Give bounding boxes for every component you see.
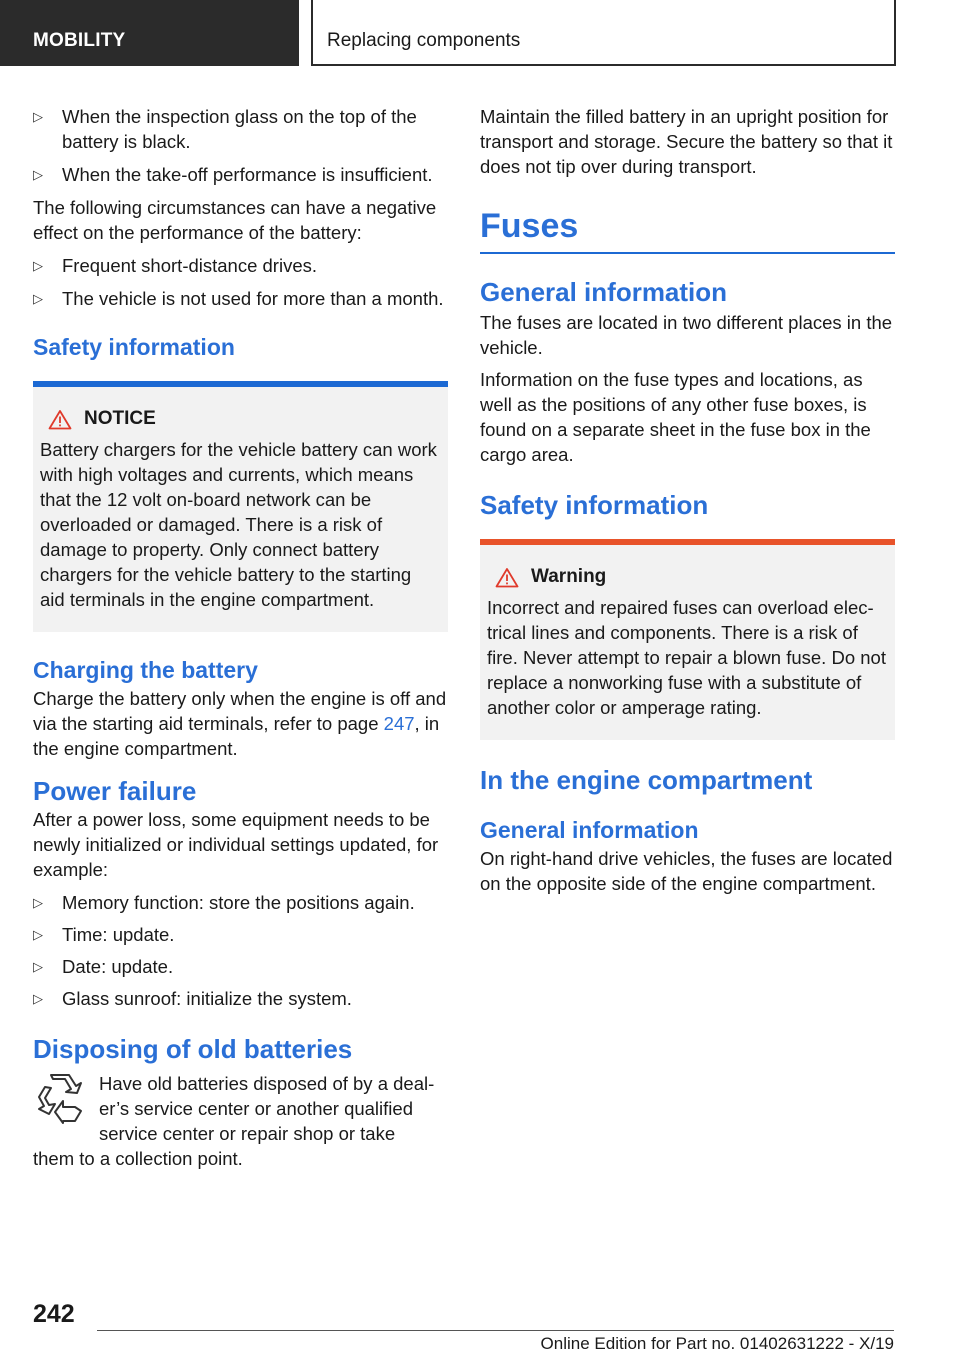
page-header: [0, 0, 960, 66]
warning-triangle-icon: [495, 567, 519, 588]
safety-heading: Safety information: [33, 334, 235, 360]
warning-triangle-icon: [48, 409, 72, 430]
charging-heading: Charging the battery: [33, 657, 258, 683]
warning-box: [480, 539, 895, 740]
warning-text: Incorrect and repaired fuses can overload electrical lines and components. There is a risk of fire. Never attempt to repair a blown fuse. Do not replace a nonworking fuse with a substitute of another color or amperage rating.: [487, 597, 886, 718]
list-item: ▷ Frequent short-distance drives.: [33, 255, 318, 276]
engine-general-text: On right-hand drive vehicles, the fuses are located on the opposite side of the engine compartment.: [480, 848, 893, 894]
general-info-text-2: Information on the fuse types and locations, as well as the positions of any other fuse boxes, is found on a separate sheet in the fuse box in the cargo area.: [480, 369, 871, 465]
chapter-title: Replacing components: [327, 30, 521, 51]
notice-box: [33, 381, 448, 632]
general-info-text-1: The fuses are located in two different places in the vehicle.: [480, 312, 893, 358]
recycle-icon: [33, 1073, 85, 1125]
chapter-tab: [311, 0, 896, 66]
disposing-block: [33, 1071, 448, 1171]
fuses-rule: [480, 252, 895, 254]
list-item: ▷ Time: update.: [33, 924, 175, 945]
list-item: ▷ Glass sunroof: initialize the system.: [33, 988, 352, 1009]
triangle-bullet-icon: ▷: [33, 109, 43, 124]
list-item: ▷ When the inspection glass on the top of the battery is black.: [33, 106, 417, 152]
triangle-bullet-icon: ▷: [33, 167, 43, 182]
triangle-bullet-icon: ▷: [33, 927, 43, 942]
list-item: ▷ The vehicle is not used for more than a month.: [33, 288, 444, 309]
power-failure-text: After a power loss, some equipment needs to be newly initialized or individual settings updated, for example:: [33, 809, 439, 880]
power-failure-heading: Power failure: [33, 776, 197, 806]
left-column: [33, 104, 448, 1171]
list-item: ▷ Memory function: store the positions again.: [33, 892, 415, 913]
disposing-heading: Disposing of old batteries: [33, 1034, 353, 1064]
disposing-text: Have old batteries disposed of by a dealer’s service center or another qualified service center or repair shop or take: [99, 1073, 435, 1144]
fuses-heading: Fuses: [480, 207, 579, 245]
disposing-text-end: them to a collection point.: [33, 1148, 243, 1169]
general-info-heading: General information: [480, 277, 728, 307]
notice-text: Battery chargers for the vehicle battery can work with high voltages and currents, which means that the 12 volt on-board network can be overloaded or damaged. There is a risk of damage to property. Only connect battery chargers for the vehicle battery to the starting aid terminals in the engine compartment.: [40, 439, 437, 610]
maintain-text: Maintain the filled battery in an upright position for transport and storage. Secure the battery so that it does not tip over during transport.: [480, 106, 893, 177]
triangle-bullet-icon: ▷: [33, 959, 43, 974]
triangle-bullet-icon: ▷: [33, 895, 43, 910]
list-item: ▷ Date: update.: [33, 956, 174, 977]
edition-note: Online Edition for Part no. 01402631222 - X/19: [540, 1334, 894, 1353]
charging-text: Charge the battery only when the engine is off and via the starting aid terminals, refer to page 247, in the engine compartment.: [33, 688, 447, 759]
page-number: 242: [33, 1300, 75, 1328]
engine-general-heading: General information: [480, 817, 699, 843]
triangle-bullet-icon: ▷: [33, 991, 43, 1006]
warning-title: Warning: [487, 565, 888, 589]
fuse-safety-heading: Safety information: [480, 490, 709, 520]
footer-divider: [97, 1330, 894, 1331]
triangle-bullet-icon: ▷: [33, 258, 43, 273]
page-link[interactable]: 247: [383, 713, 415, 734]
negative-effect-intro: The following circumstances can have a negative effect on the performance of the battery:: [33, 197, 437, 243]
triangle-bullet-icon: ▷: [33, 291, 43, 306]
notice-title: NOTICE: [40, 407, 441, 431]
section-tab: [0, 0, 299, 66]
list-item: ▷ When the take-off performance is insufficient.: [33, 164, 433, 185]
right-column: [480, 104, 895, 896]
engine-compartment-heading: In the engine compartment: [480, 765, 813, 795]
section-title: MOBILITY: [33, 30, 126, 51]
